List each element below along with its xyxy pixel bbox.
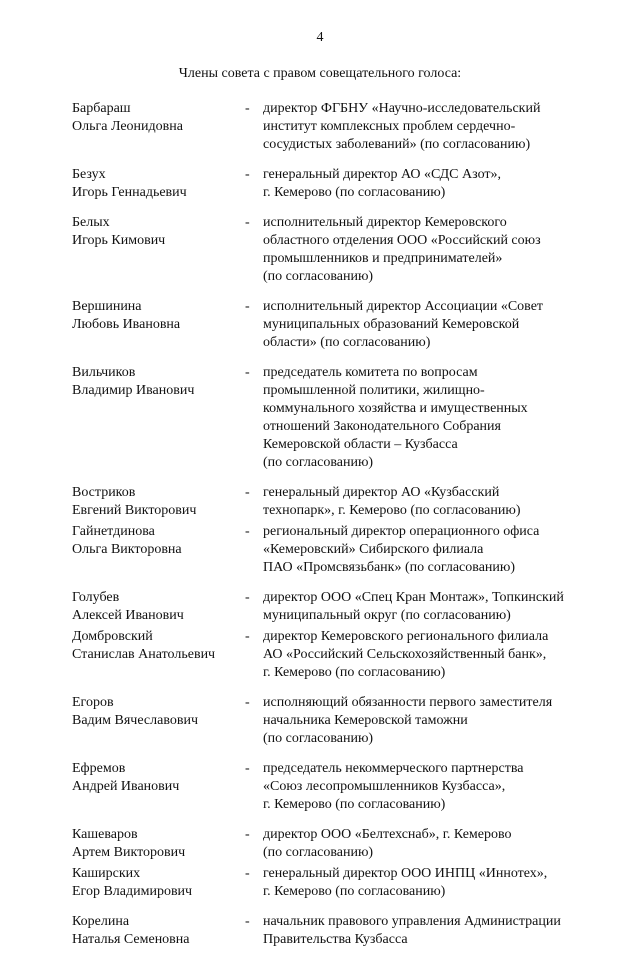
member-name bbox=[72, 484, 245, 520]
member-surname: Каширских bbox=[72, 866, 141, 881]
dash-separator: - bbox=[245, 215, 250, 230]
member-given-names: Ольга Леонидовна bbox=[72, 119, 183, 134]
member-given-names: Станислав Анатольевич bbox=[72, 647, 216, 662]
dash-separator: - bbox=[245, 695, 250, 710]
member-surname: Голубев bbox=[72, 590, 120, 605]
member-name bbox=[72, 865, 245, 901]
dash-separator: - bbox=[245, 866, 250, 881]
dash-separator: - bbox=[245, 299, 250, 314]
member-entry bbox=[72, 865, 602, 901]
member-name bbox=[72, 628, 245, 682]
member-entry bbox=[72, 913, 602, 949]
member-given-names: Артем Викторович bbox=[72, 845, 186, 860]
member-given-names: Любовь Ивановна bbox=[72, 317, 181, 332]
member-given-names: Ольга Викторовна bbox=[72, 542, 182, 557]
member-name bbox=[72, 166, 245, 202]
dash-separator: - bbox=[245, 914, 250, 929]
member-entry bbox=[72, 760, 602, 814]
member-name bbox=[72, 298, 245, 352]
member-surname: Белых bbox=[72, 215, 110, 230]
member-entry bbox=[72, 166, 602, 202]
member-description: председатель комитета по вопросам промышленной политики, жилищно- коммунального хозяйства и имущественных отношений Законодательного Собрания Кемеровской области – Кузбасса (по согласованию) bbox=[263, 365, 528, 470]
member-entry bbox=[72, 214, 602, 286]
member-surname: Вильчиков bbox=[72, 365, 136, 380]
member-entry bbox=[72, 364, 602, 472]
member-description: генеральный директор ООО ИНПЦ «Иннотех», г. Кемерово (по согласованию) bbox=[263, 866, 548, 899]
dash-separator: - bbox=[245, 761, 250, 776]
page-number: 4 bbox=[316, 30, 324, 45]
member-name bbox=[72, 913, 245, 949]
member-given-names: Евгений Викторович bbox=[72, 503, 197, 518]
member-entry bbox=[72, 628, 602, 682]
section-heading: Члены совета с правом совещательного голоса: bbox=[178, 66, 462, 81]
dash-separator: - bbox=[245, 101, 250, 116]
member-name bbox=[72, 760, 245, 814]
member-description: директор Кемеровского регионального филиала АО «Российский Сельскохозяйственный банк», г. Кемерово (по согласованию) bbox=[263, 629, 549, 680]
members-list bbox=[72, 100, 602, 961]
member-description: генеральный директор АО «СДС Азот», г. Кемерово (по согласованию) bbox=[263, 167, 501, 200]
member-entry bbox=[72, 298, 602, 352]
member-description: начальник правового управления Администрации Правительства Кузбасса bbox=[263, 914, 561, 947]
member-name bbox=[72, 589, 245, 625]
member-name bbox=[72, 100, 245, 154]
member-surname: Ефремов bbox=[72, 761, 126, 776]
member-description: директор ООО «Белтехснаб», г. Кемерово (по согласованию) bbox=[263, 827, 512, 860]
dash-separator: - bbox=[245, 524, 250, 539]
member-description: исполняющий обязанности первого заместителя начальника Кемеровской таможни (по согласованию) bbox=[263, 695, 553, 746]
member-surname: Кашеваров bbox=[72, 827, 138, 842]
member-description: региональный директор операционного офиса «Кемеровский» Сибирского филиала ПАО «Промсвязьбанк» (по согласованию) bbox=[263, 524, 540, 575]
member-given-names: Игорь Геннадьевич bbox=[72, 185, 187, 200]
member-entry bbox=[72, 100, 602, 154]
member-description: директор ООО «Спец Кран Монтаж», Топкинский муниципальный округ (по согласованию) bbox=[263, 590, 564, 623]
member-name bbox=[72, 694, 245, 748]
member-given-names: Наталья Семеновна bbox=[72, 932, 190, 947]
member-name bbox=[72, 523, 245, 577]
member-surname: Безух bbox=[72, 167, 106, 182]
member-given-names: Вадим Вячеславович bbox=[72, 713, 198, 728]
member-surname: Корелина bbox=[72, 914, 130, 929]
member-given-names: Алексей Иванович bbox=[72, 608, 184, 623]
member-name bbox=[72, 826, 245, 862]
dash-separator: - bbox=[245, 629, 250, 644]
member-description: исполнительный директор Кемеровского областного отделения ООО «Российский союз промышленников и предпринимателей» (по согласованию) bbox=[263, 215, 541, 284]
member-entry bbox=[72, 694, 602, 748]
member-entry bbox=[72, 589, 602, 625]
member-entry bbox=[72, 826, 602, 862]
member-surname: Барбараш bbox=[72, 101, 131, 116]
member-description: директор ФГБНУ «Научно-исследовательский институт комплексных проблем сердечно- сосудистых заболеваний» (по согласованию) bbox=[263, 101, 541, 152]
member-surname: Востриков bbox=[72, 485, 136, 500]
dash-separator: - bbox=[245, 590, 250, 605]
member-description: председатель некоммерческого партнерства «Союз лесопромышленников Кузбасса», г. Кемерово (по согласованию) bbox=[263, 761, 524, 812]
member-given-names: Егор Владимирович bbox=[72, 884, 193, 899]
member-surname: Вершинина bbox=[72, 299, 142, 314]
member-description: исполнительный директор Ассоциации «Совет муниципальных образований Кемеровской области» (по согласованию) bbox=[263, 299, 544, 350]
member-description: генеральный директор АО «Кузбасский технопарк», г. Кемерово (по согласованию) bbox=[263, 485, 521, 518]
dash-separator: - bbox=[245, 365, 250, 380]
member-surname: Егоров bbox=[72, 695, 114, 710]
member-name bbox=[72, 214, 245, 286]
member-given-names: Андрей Иванович bbox=[72, 779, 180, 794]
dash-separator: - bbox=[245, 167, 250, 182]
member-surname: Гайнетдинова bbox=[72, 524, 155, 539]
member-given-names: Владимир Иванович bbox=[72, 383, 195, 398]
dash-separator: - bbox=[245, 827, 250, 842]
member-surname: Домбровский bbox=[72, 629, 153, 644]
member-name bbox=[72, 364, 245, 472]
member-entry bbox=[72, 484, 602, 520]
dash-separator: - bbox=[245, 485, 250, 500]
member-given-names: Игорь Кимович bbox=[72, 233, 166, 248]
member-entry bbox=[72, 523, 602, 577]
